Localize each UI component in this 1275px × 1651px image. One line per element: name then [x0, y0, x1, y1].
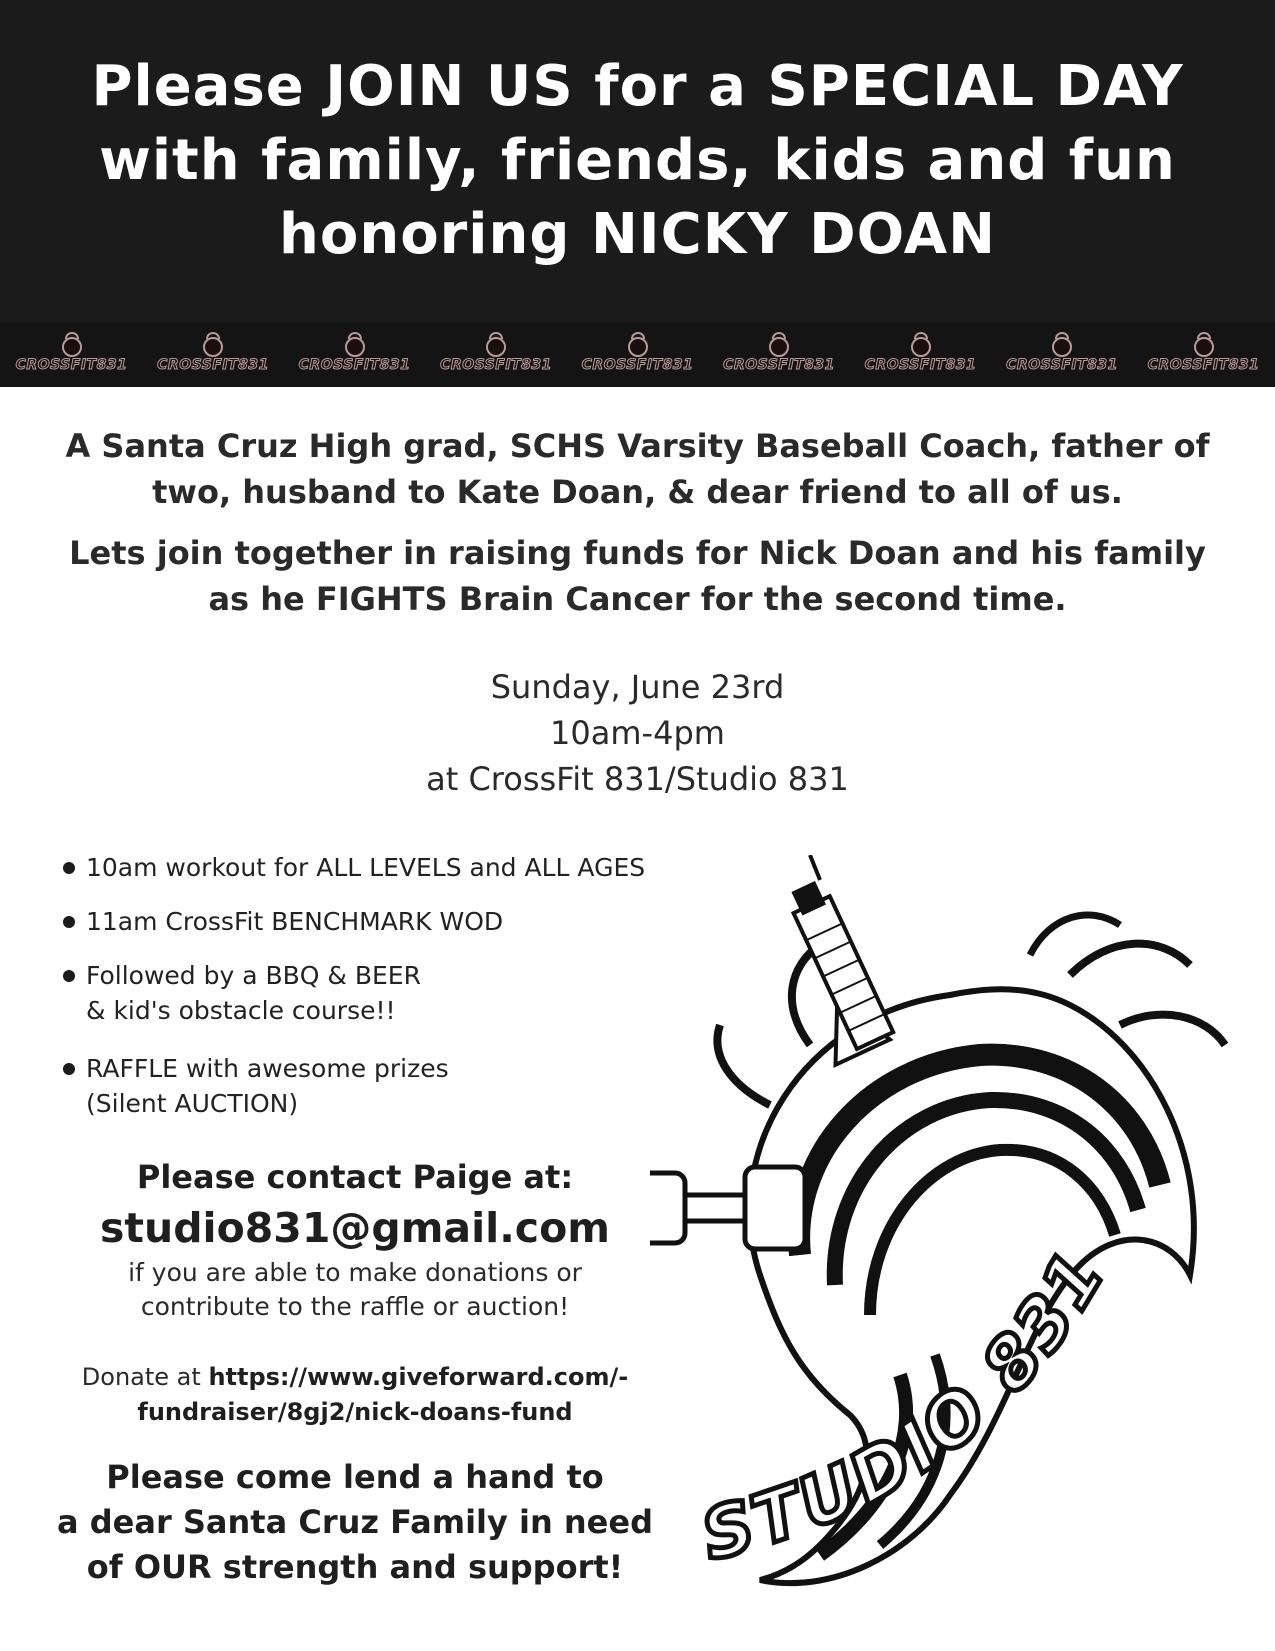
contact-email: studio831@gmail.com	[100, 1204, 610, 1252]
schedule-item-text-cont: (Silent AUCTION)	[86, 1089, 299, 1118]
crossfit-logo-text: CROSSFIT831	[298, 356, 411, 373]
header-line-3: honoring NICKY DOAN	[279, 202, 996, 267]
kettlebell-icon	[57, 328, 87, 358]
svg-text:STUDIO 831	[693, 1235, 1122, 1577]
donate-url-part-2: fundraiser/8gj2/nick-doans-fund	[137, 1398, 573, 1426]
crossfit-logo	[710, 326, 849, 384]
kettlebell-icon	[1189, 328, 1219, 358]
bullet-dot-icon	[63, 862, 75, 874]
header-line-2: with family, friends, kids and fun	[99, 128, 1176, 193]
crossfit-logo-text: CROSSFIT831	[1147, 356, 1260, 373]
crossfit-logo	[2, 326, 141, 384]
crossfit-logo-text: CROSSFIT831	[15, 356, 128, 373]
kettlebell-icon	[906, 328, 936, 358]
crossfit-logo	[285, 326, 424, 384]
crossfit-logo-strip	[0, 322, 1275, 387]
schedule-list	[60, 850, 700, 1121]
intro-paragraph-bio	[60, 423, 1215, 515]
crossfit-logo	[568, 326, 707, 384]
crossfit-logo	[851, 326, 990, 384]
closing-line-3: of OUR strength and support!	[86, 1548, 624, 1586]
crossfit-logo-text: CROSSFIT831	[581, 356, 694, 373]
kettlebell-icon	[481, 328, 511, 358]
schedule-item-text: Followed by a BBQ & BEER	[86, 961, 421, 990]
crossfit-logo	[144, 326, 283, 384]
studio-831-text: STUDIO 831	[693, 1234, 1123, 1577]
list-item	[60, 1051, 700, 1121]
intro-bio-line-1: A Santa Cruz High grad, SCHS Varsity Baseball Coach, father of	[65, 427, 1210, 465]
schedule-item-text: 11am CrossFit BENCHMARK WOD	[86, 907, 504, 936]
bullet-dot-icon	[63, 916, 75, 928]
contact-note-line-2: contribute to the raffle or auction!	[140, 1292, 570, 1321]
studio-831-wordmark	[650, 855, 1240, 1625]
crossfit-logo	[427, 326, 566, 384]
intro-fundraiser-line-1: Lets join together in raising funds for Nick Doan and his family	[69, 534, 1206, 572]
header-banner	[0, 0, 1275, 322]
event-location: at CrossFit 831/Studio 831	[426, 760, 849, 798]
crossfit-logo-text: CROSSFIT831	[440, 356, 552, 373]
intro-fundraiser-line-2: as he FIGHTS Brain Cancer for the second time.	[208, 580, 1067, 618]
crossfit-logo	[1134, 326, 1273, 384]
crossfit-logo-text: CROSSFIT831	[864, 356, 977, 373]
crossfit-logo-text: CROSSFIT831	[1006, 356, 1118, 373]
donate-line-1	[55, 1360, 655, 1395]
crossfit-logo-text: CROSSFIT831	[157, 356, 269, 373]
event-time: 10am-4pm	[550, 714, 725, 752]
schedule-item-text: RAFFLE with awesome prizes	[86, 1054, 449, 1083]
header-line-1: Please JOIN US for a SPECIAL DAY	[91, 54, 1184, 119]
kettlebell-icon	[623, 328, 653, 358]
intro-paragraph-fundraiser	[60, 530, 1215, 622]
closing-line-1: Please come lend a hand to	[106, 1458, 604, 1496]
schedule-item-text: 10am workout for ALL LEVELS and ALL AGES	[86, 853, 646, 882]
list-item	[60, 958, 700, 1028]
kettlebell-icon	[198, 328, 228, 358]
intro-bio-line-2: two, husband to Kate Doan, & dear friend to all of us.	[152, 473, 1123, 511]
closing-message	[55, 1455, 655, 1590]
crossfit-logo-text: CROSSFIT831	[723, 356, 835, 373]
donate-info	[55, 1360, 655, 1430]
schedule-item-text-cont: & kid's obstacle course!!	[86, 996, 396, 1025]
crossfit-logo	[993, 326, 1132, 384]
bullet-dot-icon	[63, 1063, 75, 1075]
donate-url-part-1: https://www.giveforward.com/-	[208, 1363, 629, 1391]
kettlebell-icon	[340, 328, 370, 358]
donate-line-2	[55, 1395, 655, 1430]
donate-prefix: Donate at	[81, 1363, 209, 1391]
list-item	[60, 904, 700, 939]
contact-note	[55, 1256, 655, 1324]
contact-note-line-1: if you are able to make donations or	[128, 1258, 582, 1287]
kettlebell-icon	[1047, 328, 1077, 358]
event-date: Sunday, June 23rd	[490, 668, 785, 706]
closing-line-2: a dear Santa Cruz Family in need	[57, 1503, 653, 1541]
kettlebell-icon	[764, 328, 794, 358]
event-details	[60, 664, 1215, 802]
list-item	[60, 850, 700, 885]
bullet-dot-icon	[63, 970, 75, 982]
studio-831-logo	[650, 855, 1240, 1625]
contact-title: Please contact Paige at:	[136, 1158, 574, 1196]
